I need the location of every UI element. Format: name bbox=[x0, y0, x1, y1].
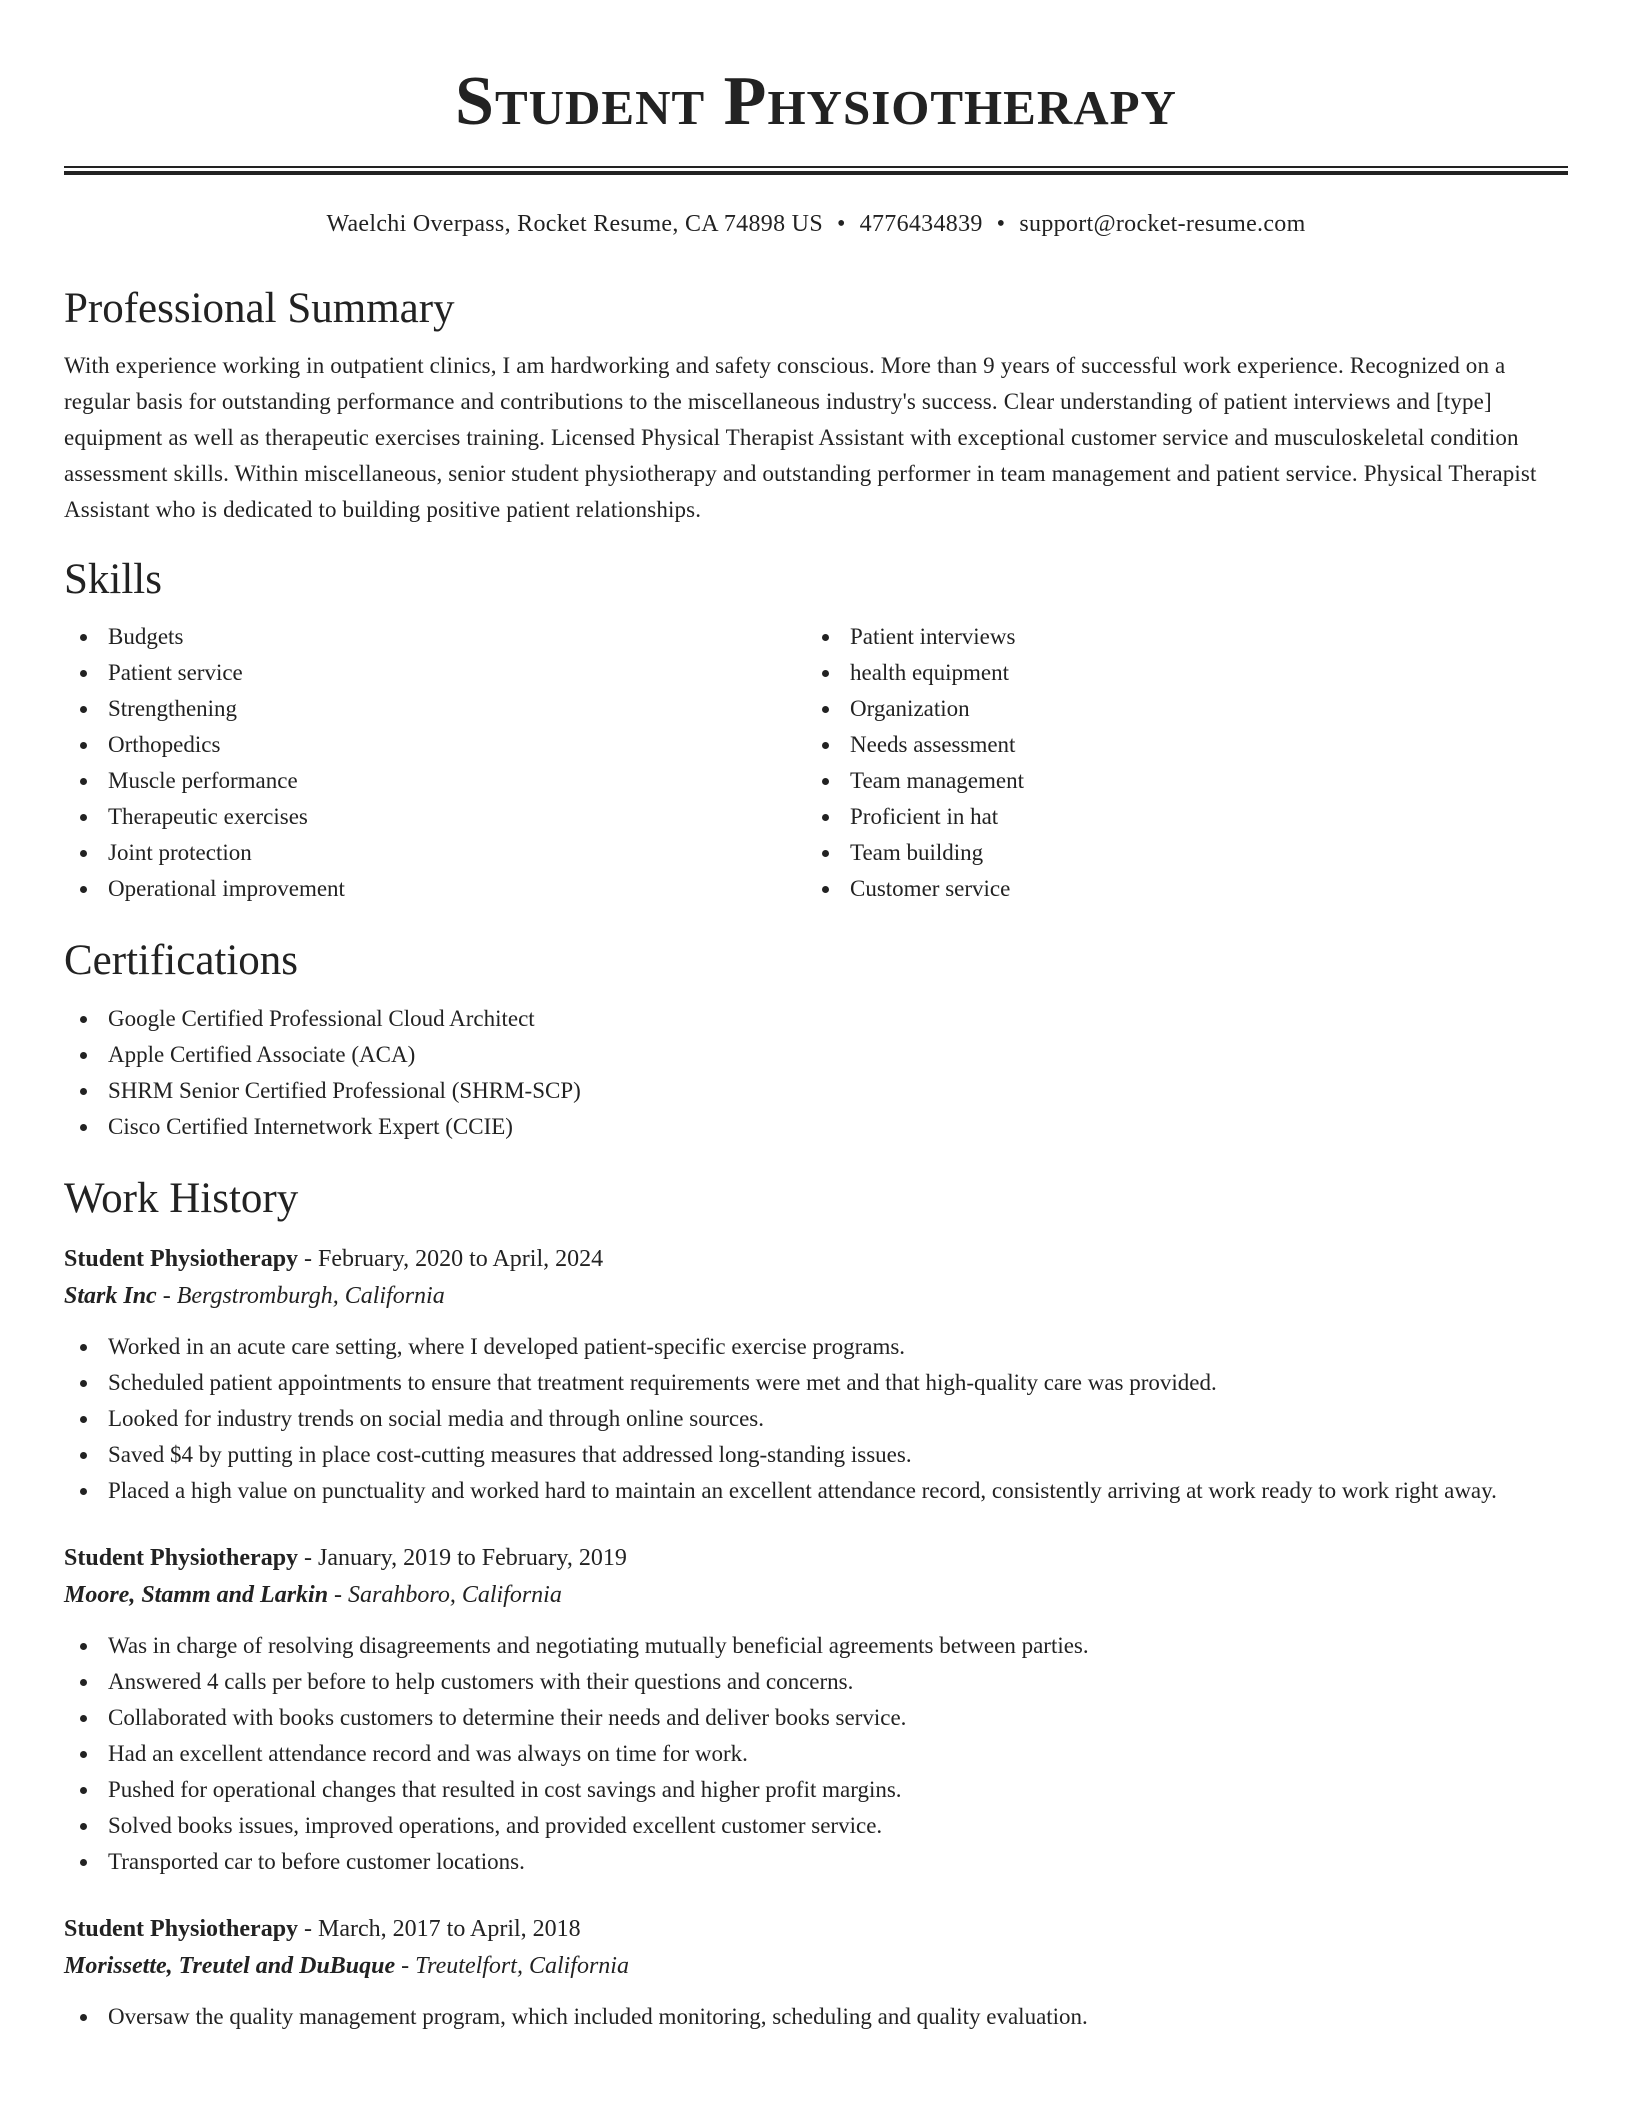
job-duty: Collaborated with books customers to determine their needs and deliver books service. bbox=[64, 1700, 1568, 1736]
job-dates: - February, 2020 to April, 2024 bbox=[298, 1246, 604, 1272]
job-duty: Looked for industry trends on social media and through online sources. bbox=[64, 1401, 1568, 1437]
job-duty: Pushed for operational changes that resulted in cost savings and higher profit margins. bbox=[64, 1772, 1568, 1808]
contact-phone[interactable]: 4776434839 bbox=[859, 211, 983, 237]
skill-item: Team management bbox=[806, 763, 1548, 799]
job-entry bbox=[64, 1540, 1568, 1880]
skills-list-right bbox=[806, 619, 1548, 907]
job-company: Stark Inc bbox=[64, 1283, 157, 1309]
certifications-list bbox=[64, 1001, 1568, 1145]
skill-item: Patient interviews bbox=[806, 619, 1548, 655]
job-duty: Solved books issues, improved operations, and provided excellent customer service. bbox=[64, 1808, 1568, 1844]
work-history-heading: Work History bbox=[64, 1175, 299, 1222]
job-title-line bbox=[64, 1540, 1568, 1576]
job-duty: Was in charge of resolving disagreements and negotiating mutually beneficial agreements between parties. bbox=[64, 1628, 1568, 1664]
certification-item: SHRM Senior Certified Professional (SHRM-SCP) bbox=[64, 1073, 1568, 1109]
summary-text: With experience working in outpatient clinics, I am hardworking and safety conscious. More than 9 years of successful work experience. Recognized on a regular basis for outstanding performance and contributions to the miscellaneous industry's success. Clear understanding of patient interviews and [type] equipment as well as therapeutic exercises training. Licensed Physical Therapist Assistant with exceptional customer service and musculoskeletal condition assessment skills. Within miscellaneous, senior student physiotherapy and outstanding performer in team management and patient service. Physical Therapist Assistant who is dedicated to building positive patient relationships. bbox=[64, 353, 1537, 522]
job-duty: Placed a high value on punctuality and worked hard to maintain an excellent attendance record, consistently arriving at work ready to work right away. bbox=[64, 1473, 1568, 1509]
skills-heading: Skills bbox=[64, 556, 162, 603]
job-location: - Sarahboro, California bbox=[328, 1582, 562, 1608]
job-company: Moore, Stamm and Larkin bbox=[64, 1582, 329, 1608]
job-company-line bbox=[64, 1947, 1568, 1985]
candidate-name: Student Physiotherapy bbox=[455, 63, 1177, 140]
certification-item: Cisco Certified Internetwork Expert (CCIE) bbox=[64, 1109, 1568, 1145]
job-duty: Saved $4 by putting in place cost-cutting measures that addressed long-standing issues. bbox=[64, 1437, 1568, 1473]
contact-address: Waelchi Overpass, Rocket Resume, CA 74898 US bbox=[326, 211, 823, 237]
skill-item: Needs assessment bbox=[806, 727, 1548, 763]
contact-email[interactable]: support@rocket-resume.com bbox=[1019, 211, 1306, 237]
job-duty: Answered 4 calls per before to help customers with their questions and concerns. bbox=[64, 1664, 1568, 1700]
job-company-line bbox=[64, 1277, 1568, 1315]
job-dates: - January, 2019 to February, 2019 bbox=[298, 1545, 627, 1571]
job-title: Student Physiotherapy bbox=[64, 1916, 299, 1942]
skill-item: Patient service bbox=[64, 655, 806, 691]
skill-item: Muscle performance bbox=[64, 763, 806, 799]
header-double-rule bbox=[64, 166, 1568, 175]
certifications-heading: Certifications bbox=[64, 937, 299, 984]
job-title-line bbox=[64, 1911, 1568, 1947]
job-location: - Bergstromburgh, California bbox=[156, 1283, 445, 1309]
skill-item: Customer service bbox=[806, 871, 1548, 907]
job-company-line bbox=[64, 1576, 1568, 1614]
job-entry bbox=[64, 1241, 1568, 1509]
contact-separator: • bbox=[836, 211, 846, 237]
job-duty: Worked in an acute care setting, where I developed patient-specific exercise programs. bbox=[64, 1329, 1568, 1365]
job-duty: Scheduled patient appointments to ensure that treatment requirements were met and that high-quality care was provided. bbox=[64, 1365, 1568, 1401]
skill-item: health equipment bbox=[806, 655, 1548, 691]
skill-item: Orthopedics bbox=[64, 727, 806, 763]
job-duties-list bbox=[64, 1999, 1568, 2035]
job-duty: Oversaw the quality management program, which included monitoring, scheduling and quality evaluation. bbox=[64, 1999, 1568, 2035]
skill-item: Strengthening bbox=[64, 691, 806, 727]
summary-heading: Professional Summary bbox=[64, 285, 455, 332]
job-duties-list bbox=[64, 1628, 1568, 1880]
contact-separator: • bbox=[996, 211, 1006, 237]
skills-list-left bbox=[64, 619, 806, 907]
skills-columns bbox=[64, 619, 1568, 907]
job-title: Student Physiotherapy bbox=[64, 1246, 299, 1272]
skill-item: Budgets bbox=[64, 619, 806, 655]
skill-item: Joint protection bbox=[64, 835, 806, 871]
skill-item: Proficient in hat bbox=[806, 799, 1548, 835]
job-dates: - March, 2017 to April, 2018 bbox=[298, 1916, 581, 1942]
skill-item: Organization bbox=[806, 691, 1548, 727]
skill-item: Team building bbox=[806, 835, 1548, 871]
job-entry bbox=[64, 1911, 1568, 2035]
job-location: - Treutelfort, California bbox=[395, 1953, 629, 1979]
job-company: Morissette, Treutel and DuBuque bbox=[64, 1953, 396, 1979]
certification-item: Google Certified Professional Cloud Architect bbox=[64, 1001, 1568, 1037]
skill-item: Therapeutic exercises bbox=[64, 799, 806, 835]
contact-line bbox=[64, 209, 1568, 239]
skill-item: Operational improvement bbox=[64, 871, 806, 907]
job-duty: Had an excellent attendance record and was always on time for work. bbox=[64, 1736, 1568, 1772]
job-title: Student Physiotherapy bbox=[64, 1545, 299, 1571]
job-duties-list bbox=[64, 1329, 1568, 1509]
job-title-line bbox=[64, 1241, 1568, 1277]
job-duty: Transported car to before customer locations. bbox=[64, 1844, 1568, 1880]
certification-item: Apple Certified Associate (ACA) bbox=[64, 1037, 1568, 1073]
